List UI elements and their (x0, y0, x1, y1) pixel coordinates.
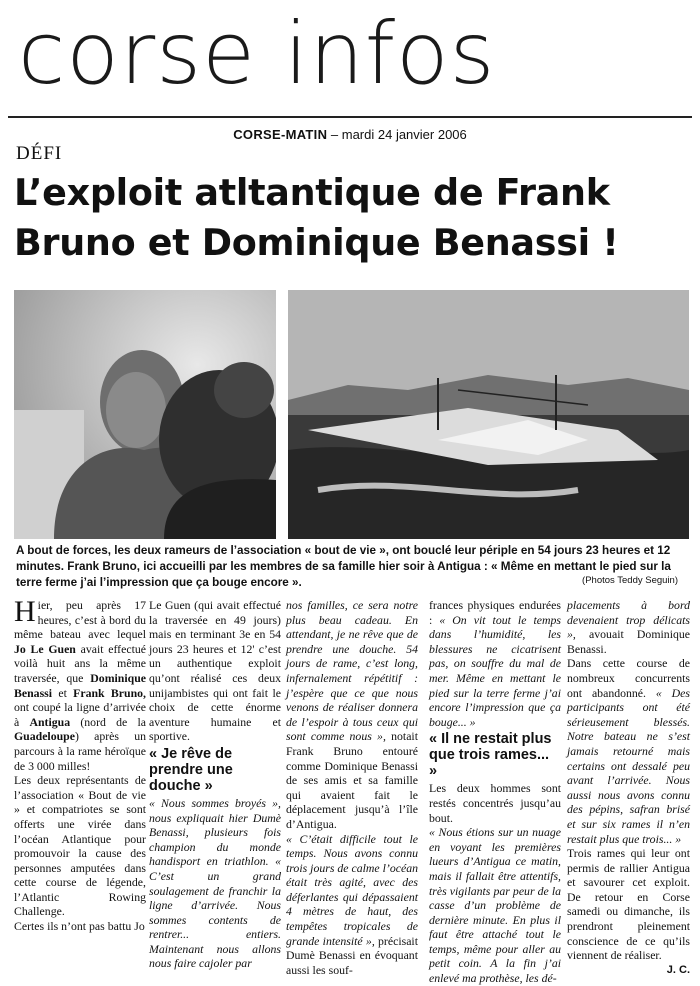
publication-date: mardi 24 janvier 2006 (341, 127, 467, 142)
section-kicker: DÉFI (16, 143, 63, 164)
col2-paragraph-2: « Nous sommes broyés », nous expliquait hier Dumè Benassi, plusieurs fois champion du monde handisport en triathlon. « C’est un grand soulagement de franchir la ligne d’arrivée. Nous sommes contents de rentrer... entiers. Maintenant nous allons nous faire cajoler par (149, 795, 281, 971)
photo-credit: (Photos Teddy Seguin) (582, 575, 678, 586)
col1-text: et (52, 685, 74, 700)
name-dominique-benassi: Dominique Benassi (14, 670, 146, 700)
rowboat-photo (288, 290, 689, 539)
col4-paragraph-1 (429, 598, 561, 729)
headline-line-1: L’exploit atltantique de Frank (14, 171, 610, 214)
col4-paragraph-3: « Nous étions sur un nuage en voyant les premières lueurs d’Antigua ce matin, mais il fallait être attentifs, très vigilants par peur de la casse d’un problème de dernière minute. En plus il faut être attaché tout le temps, même pour aller au petit coin. A la fin j’ai enlevé ma prothèse, les dé- (429, 825, 561, 986)
col5-text: avouait Dominique Benassi. (567, 627, 690, 656)
col4-paragraph-2: Les deux hommes sont restés concentrés jusqu’au bout. (429, 781, 561, 825)
col5-paragraph-2 (567, 656, 690, 846)
col1-text: ) après un parcours à la rame héroïque de 3 000 milles! (14, 729, 146, 773)
article-column-3 (286, 598, 418, 977)
article-column-2 (149, 598, 281, 971)
paper-name: CORSE-MATIN (233, 127, 328, 142)
dateline (0, 127, 700, 142)
hug-photo (14, 290, 276, 539)
col3-paragraph-1 (286, 598, 418, 832)
name-jo-le-guen: Jo Le Guen (14, 641, 76, 656)
col5-paragraph-3: Trois rames qui leur ont permis de rallier Antigua et savourer cet exploit. De retour en Corse samedi ou dimanche, ils prendront pleinement conscience de ce qu’ils viennent de réaliser. (567, 846, 690, 963)
subhead-trois-rames: « Il ne restait plus que trois rames... » (429, 731, 552, 780)
col5-paragraph-1 (567, 598, 690, 656)
col1-paragraph-2: Les deux représentants de l’association « Bout de vie » et compatriotes se sont offerts une virée dans l’océan Atlantique pour promouvoir la cause des personnes amputées dans cette course de légende, l’Atlantic Rowing Challenge. (14, 773, 146, 919)
place-antigua: Antigua (29, 714, 71, 729)
headline-line-2: Bruno et Dominique Benassi ! (14, 221, 619, 264)
separator-dash: – (330, 127, 342, 142)
col1-paragraph-1 (14, 595, 146, 773)
col1-text: ier, peu après 17 heures, c’est à bord du même bateau avec lequel (14, 598, 146, 642)
col3-paragraph-2 (286, 832, 418, 978)
col4-text: frances physiques endurées : (429, 598, 561, 627)
col3-quote: nos familles, ce sera notre plus beau cadeau. En attendant, je ne rêve que de prendre une douche. 54 jours de rame, c’est long, infernalement répétitif : j’espère que ce que nous venons de réaliser donnera de l’espoir à tous ceux qui sont comme nous », (286, 598, 418, 744)
hug-photo-image (14, 290, 276, 539)
col3-text-2: précisait Dumè Benassi en évoquant aussi les souf- (286, 933, 418, 977)
subhead-douche: « Je rêve de prendre une douche » (149, 745, 233, 794)
col5-quote-2: « Des participants ont été sérieusement blessés. Notre bateau ne s’est jamais retourné mais certains ont dessalé peu avant l’arrivée. Nous aussi nous avons connu des pépins, safran brisé et sur six rames il n’en restait plus que trois... » (567, 685, 690, 846)
masthead: corse infos (18, 4, 496, 104)
col3-text: notait Frank Bruno entouré comme Dominique Benassi de ses amis et sa famille qui avaient fait le déplacement jusqu’à l’île d’Antigua. (286, 729, 418, 831)
col3-quote-2: « C’était difficile tout le temps. Nous avons connu trois jours de calme l’océan était très agité, avec des déferlantes qui dépassaient 4 mètres de haut, des tempêtes tropicales de grande intensité », (286, 831, 418, 948)
rowboat-photo-image (288, 290, 689, 539)
headline (14, 168, 700, 268)
col4-quote: « On vit tout le temps dans l’humidité, les blessures ne cicatrisent pas, on souffre du mal de mer. Même en mettant le pied sur la terre ferme j’ai encore l’impression que ça bouge... » (429, 612, 561, 729)
article-column-5 (567, 598, 690, 977)
author-signature: J. C. (666, 963, 690, 976)
dropcap-letter: H (14, 595, 36, 628)
article-column-1 (14, 595, 146, 934)
col1-text: (nord de la (70, 714, 146, 729)
col5-quote: placements à bord devenaient trop délicats », (567, 598, 690, 642)
col2-paragraph-1: Le Guen (qui avait effectué la traversée en 49 jours) mais en terminant 3e en 54 jours 23 heures et 12' c’est un authentique exploit qu’ont réalisé ces deux unijambistes qui ont fait le choix de cette énorme aventure humaine et sportive. (149, 598, 281, 744)
col1-paragraph-3: Certes ils n’ont pas battu Jo (14, 919, 145, 934)
col1-text: ont coupé la ligne d’arrivée à (14, 700, 146, 729)
col5-text-2: Dans cette course de nombreux concurrents ont abandonné. (567, 656, 690, 700)
col1-text: avait effectué voilà huit ans la même traversée, que (14, 641, 146, 685)
name-frank-bruno: Frank Bruno, (73, 685, 146, 700)
article-column-4 (429, 598, 561, 986)
masthead-rule (8, 116, 692, 118)
photo-caption: A bout de forces, les deux rameurs de l’association « bout de vie », ont bouclé leur périple en 54 jours 23 heures et 12 minutes. Frank Bruno, ici accueilli par les membres de sa famille hier soir à Antigua : « Même en mettant le pied sur la terre ferme j’ai l’impression que ça bouge encore ». (16, 544, 671, 589)
place-guadeloupe: Guadeloupe (14, 729, 75, 744)
